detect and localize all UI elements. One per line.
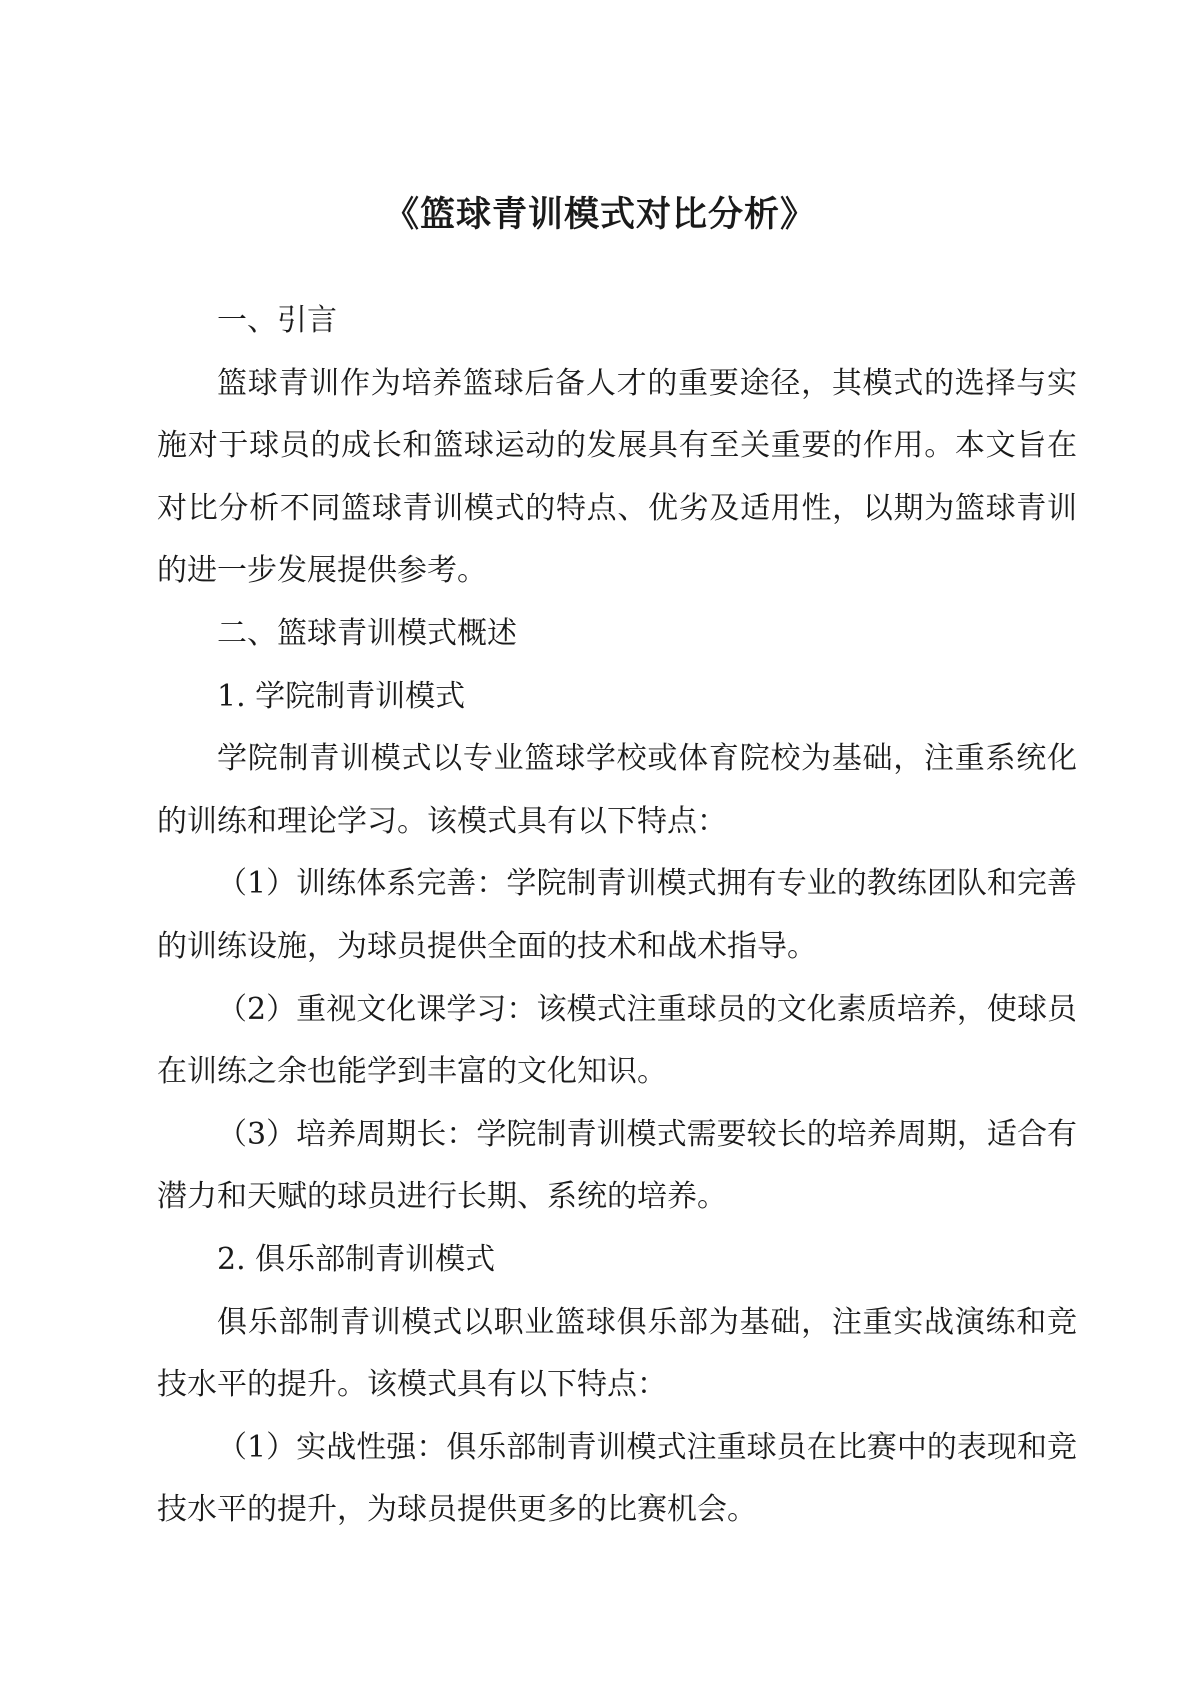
paragraph-club-intro: 俱乐部制青训模式以职业篮球俱乐部为基础，注重实战演练和竞技水平的提升。该模式具有以下特点： [157,1304,1077,1403]
list-item-academy-2: （2）重视文化课学习：该模式注重球员的文化素质培养，使球员在训练之余也能学到丰富的文化知识。 [157,991,1077,1090]
paragraph-academy-intro: 学院制青训模式以专业篮球学校或体育院校为基础，注重系统化的训练和理论学习。该模式具有以下特点： [157,741,1077,839]
document-title: 《篮球青训模式对比分析》 [383,194,816,235]
subsection-heading-academy: 1. 学院制青训模式 [217,678,466,714]
list-item-academy-3: （3）培养周期长：学院制青训模式需要较长的培养周期，适合有潜力和天赋的球员进行长期、系统的培养。 [157,1116,1077,1215]
section-heading-introduction: 一、引言 [217,303,337,338]
subsection-heading-club: 2. 俱乐部制青训模式 [217,1241,496,1277]
document-body [157,290,1077,1542]
list-item-club-1: （1）实战性强：俱乐部制青训模式注重球员在比赛中的表现和竞技水平的提升，为球员提供更多的比赛机会。 [157,1429,1077,1528]
paragraph-introduction: 篮球青训作为培养篮球后备人才的重要途径，其模式的选择与实施对于球员的成长和篮球运动的发展具有至关重要的作用。本文旨在对比分析不同篮球青训模式的特点、优劣及适用性，以期为篮球青训的进一步发展提供参考。 [157,365,1077,589]
section-heading-overview: 二、篮球青训模式概述 [217,615,517,651]
list-item-academy-1: （1）训练体系完善：学院制青训模式拥有专业的教练团队和完善的训练设施，为球员提供全面的技术和战术指导。 [157,866,1077,964]
